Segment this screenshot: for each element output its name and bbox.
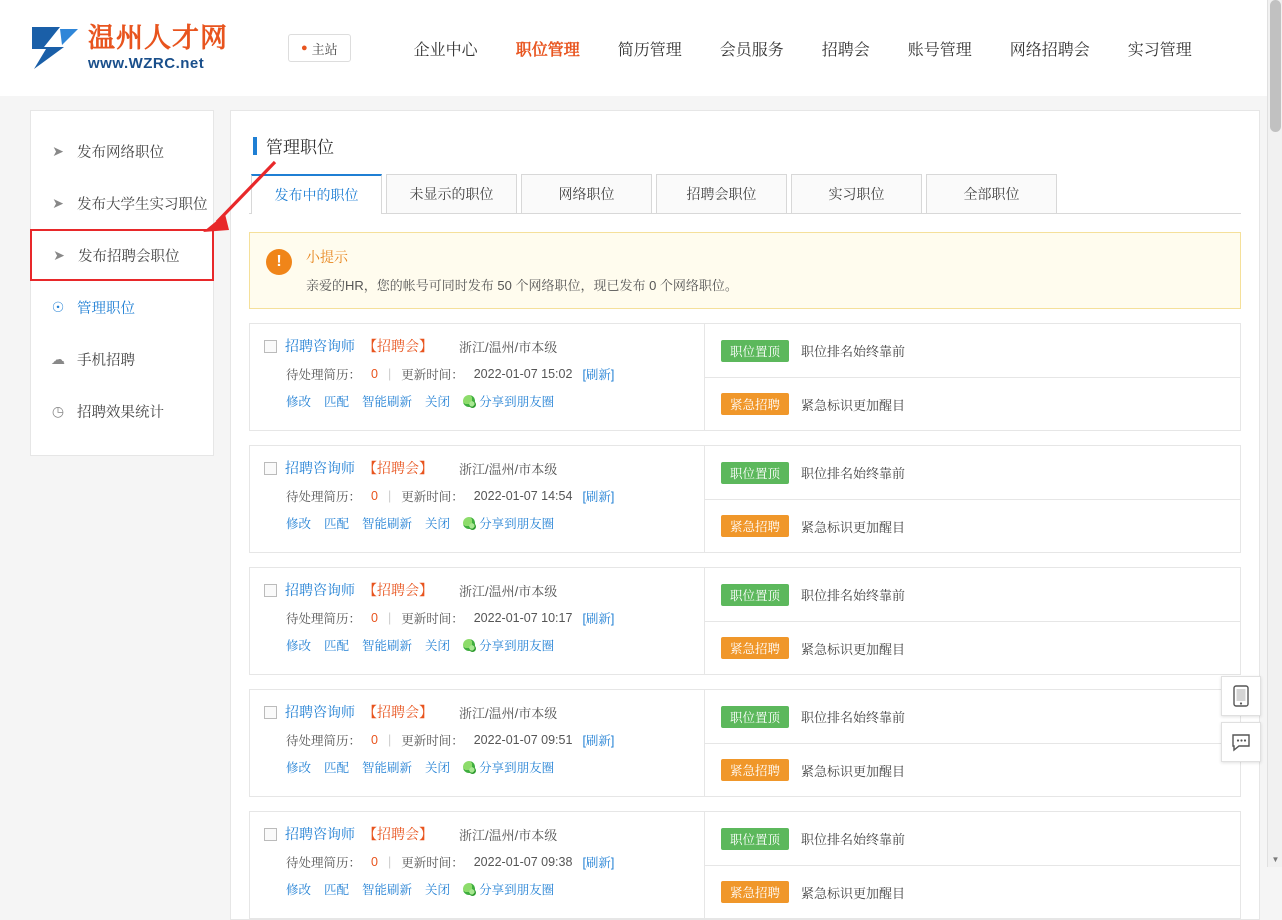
job-actions [286, 514, 692, 532]
sidebar [30, 110, 214, 456]
page-title [249, 129, 1241, 174]
floating-toolbar [1221, 676, 1261, 762]
job-meta-line [286, 731, 692, 749]
share-label: 分享到朋友圈 [479, 761, 555, 775]
scroll-thumb[interactable] [1270, 0, 1281, 132]
nav-item-zhanghaoguanli[interactable]: 账号管理 [907, 41, 972, 59]
promote-urgent-desc: 紧急标识更加醒目 [801, 641, 906, 657]
share-label: 分享到朋友圈 [479, 395, 555, 409]
job-promotions [705, 446, 1240, 552]
job-title-link[interactable]: 招聘咨询师 [285, 460, 355, 476]
sidebar-item-publish-jobfair-job[interactable] [30, 229, 214, 281]
job-actions [286, 758, 692, 776]
promote-top-button[interactable]: 职位置顶 [721, 340, 789, 362]
promote-top-button[interactable]: 职位置顶 [721, 828, 789, 850]
edit-link[interactable]: 修改 [286, 761, 312, 775]
site-selector-label: 主站 [311, 41, 338, 57]
job-location: 浙江/温州/市本级 [459, 461, 558, 477]
share-to-moments-button[interactable] [463, 514, 554, 532]
update-time-value: 2022-01-07 15:02 [473, 367, 573, 381]
wechat-icon [463, 761, 475, 773]
pending-resumes-label: 待处理简历： [286, 368, 362, 382]
meta-divider: | [387, 489, 392, 503]
promote-urgent-desc: 紧急标识更加醒目 [801, 519, 906, 535]
update-time-value: 2022-01-07 09:38 [473, 855, 573, 869]
nav-item-zhaopinhui[interactable]: 招聘会 [821, 41, 870, 59]
send-arrow-icon: ➤ [53, 246, 65, 263]
share-label: 分享到朋友圈 [479, 639, 555, 653]
match-link[interactable]: 匹配 [324, 639, 350, 653]
job-checkbox[interactable] [264, 340, 277, 353]
job-info [250, 568, 705, 674]
match-link[interactable]: 匹配 [324, 395, 350, 409]
close-link[interactable]: 关闭 [425, 761, 451, 775]
main-panel [230, 110, 1260, 920]
promote-urgent-button[interactable]: 紧急招聘 [721, 881, 789, 903]
promote-urgent-button[interactable]: 紧急招聘 [721, 637, 789, 659]
edit-link[interactable]: 修改 [286, 395, 312, 409]
job-title-line [264, 458, 692, 478]
update-time-value: 2022-01-07 14:54 [473, 489, 573, 503]
job-checkbox[interactable] [264, 462, 277, 475]
site-logo[interactable] [30, 23, 240, 73]
update-time-value: 2022-01-07 09:51 [473, 733, 573, 747]
promote-top-desc: 职位排名始终靠前 [801, 466, 906, 481]
update-time-label: 更新时间： [401, 490, 464, 504]
update-time-label: 更新时间： [401, 368, 464, 382]
pending-resumes-label: 待处理简历： [286, 856, 362, 870]
pending-resumes-label: 待处理简历： [286, 612, 362, 626]
match-link[interactable]: 匹配 [324, 883, 350, 897]
folder-icon: ☉ [51, 298, 65, 315]
title-accent-bar [253, 137, 257, 155]
job-row [249, 689, 1241, 797]
job-meta-line [286, 365, 692, 383]
wechat-icon [463, 395, 475, 407]
sidebar-item-manage-jobs[interactable] [31, 281, 213, 333]
logo-title-en: www.WZRC.net [88, 55, 205, 72]
chat-bubble-icon [1231, 733, 1251, 751]
wechat-icon [463, 883, 475, 895]
job-actions [286, 880, 692, 898]
sidebar-item-publish-network-job[interactable] [31, 125, 213, 177]
promotion-urgent-row [705, 499, 1240, 552]
job-row [249, 567, 1241, 675]
promotion-urgent-row [705, 865, 1240, 918]
job-type-tag: 【招聘会】 [363, 704, 433, 720]
sidebar-item-label: 手机招聘 [77, 352, 135, 369]
promotion-urgent-row [705, 377, 1240, 430]
wechat-icon [463, 517, 475, 529]
tab-publishing-jobs[interactable]: 发布中的职位 [251, 174, 382, 214]
cloud-icon: ☁ [51, 350, 65, 367]
job-meta-line [286, 609, 692, 627]
promotion-top-row [705, 446, 1240, 499]
job-meta-line [286, 487, 692, 505]
tab-intern-jobs[interactable]: 实习职位 [791, 174, 922, 213]
sidebar-item-label: 发布网络职位 [77, 144, 164, 161]
main-nav [395, 37, 1211, 60]
nav-item-huiyuanfuwu[interactable]: 会员服务 [719, 41, 784, 59]
job-location: 浙江/温州/市本级 [459, 827, 558, 843]
tip-box [249, 232, 1241, 309]
page-body [0, 96, 1280, 920]
close-link[interactable]: 关闭 [425, 395, 451, 409]
exclamation-icon: ! [266, 249, 292, 275]
location-pin-icon: ● [301, 42, 308, 54]
job-title-link[interactable]: 招聘咨询师 [285, 582, 355, 598]
close-link[interactable]: 关闭 [425, 883, 451, 897]
job-promotions [705, 690, 1240, 796]
promote-top-desc: 职位排名始终靠前 [801, 832, 906, 847]
promotion-top-row [705, 812, 1240, 865]
meta-divider: | [387, 855, 392, 869]
job-checkbox[interactable] [264, 584, 277, 597]
scroll-down-arrow[interactable]: ▼ [1271, 855, 1280, 864]
promote-urgent-desc: 紧急标识更加醒目 [801, 885, 906, 901]
logo-mark-icon [30, 23, 82, 73]
job-title-link[interactable]: 招聘咨询师 [285, 826, 355, 842]
refresh-link[interactable]: [刷新] [582, 734, 615, 748]
pending-resumes-count: 0 [371, 611, 378, 625]
job-info [250, 690, 705, 796]
page-scrollbar[interactable] [1267, 0, 1282, 867]
close-link[interactable]: 关闭 [425, 639, 451, 653]
tab-hidden-jobs[interactable]: 未显示的职位 [386, 174, 517, 213]
job-promotions [705, 568, 1240, 674]
share-to-moments-button[interactable] [463, 758, 554, 776]
job-type-tag: 【招聘会】 [363, 582, 433, 598]
page-title-text: 管理职位 [266, 138, 334, 157]
job-info [250, 812, 705, 918]
job-info [250, 446, 705, 552]
job-row [249, 445, 1241, 553]
job-title-line [264, 824, 692, 844]
meta-divider: | [387, 367, 392, 381]
promote-urgent-desc: 紧急标识更加醒目 [801, 763, 906, 779]
match-link[interactable]: 匹配 [324, 761, 350, 775]
promotion-urgent-row [705, 743, 1240, 796]
match-link[interactable]: 匹配 [324, 517, 350, 531]
pending-resumes-label: 待处理简历： [286, 490, 362, 504]
tab-network-jobs[interactable]: 网络职位 [521, 174, 652, 213]
meta-divider: | [387, 611, 392, 625]
job-row [249, 811, 1241, 919]
smart-refresh-link[interactable]: 智能刷新 [362, 883, 413, 897]
job-checkbox[interactable] [264, 706, 277, 719]
job-type-tag: 【招聘会】 [363, 826, 433, 842]
edit-link[interactable]: 修改 [286, 883, 312, 897]
pending-resumes-count: 0 [371, 855, 378, 869]
smart-refresh-link[interactable]: 智能刷新 [362, 517, 413, 531]
sidebar-item-label: 发布招聘会职位 [78, 248, 180, 265]
promote-top-button[interactable]: 职位置顶 [721, 706, 789, 728]
edit-link[interactable]: 修改 [286, 517, 312, 531]
update-time-value: 2022-01-07 10:17 [473, 611, 573, 625]
close-link[interactable]: 关闭 [425, 517, 451, 531]
smart-refresh-link[interactable]: 智能刷新 [362, 761, 413, 775]
job-title-link[interactable]: 招聘咨询师 [285, 338, 355, 354]
job-info [250, 324, 705, 430]
share-to-moments-button[interactable] [463, 392, 554, 410]
promote-top-desc: 职位排名始终靠前 [801, 588, 906, 603]
refresh-link[interactable]: [刷新] [582, 368, 615, 382]
nav-item-wangluozhaopinhui[interactable]: 网络招聘会 [1009, 41, 1090, 59]
pending-resumes-label: 待处理简历： [286, 734, 362, 748]
tab-jobfair-jobs[interactable]: 招聘会职位 [656, 174, 787, 213]
job-title-link[interactable]: 招聘咨询师 [285, 704, 355, 720]
job-actions [286, 392, 692, 410]
meta-divider: | [387, 733, 392, 747]
smart-refresh-link[interactable]: 智能刷新 [362, 395, 413, 409]
promote-top-button[interactable]: 职位置顶 [721, 584, 789, 606]
nav-item-jianliguanli[interactable]: 简历管理 [617, 41, 682, 59]
job-type-tag: 【招聘会】 [363, 460, 433, 476]
promotion-top-row [705, 690, 1240, 743]
customer-service-button[interactable] [1221, 722, 1261, 762]
share-label: 分享到朋友圈 [479, 883, 555, 897]
promote-urgent-button[interactable]: 紧急招聘 [721, 515, 789, 537]
job-tabs [249, 174, 1241, 214]
job-location: 浙江/温州/市本级 [459, 705, 558, 721]
job-row [249, 323, 1241, 431]
promotion-top-row [705, 568, 1240, 621]
job-title-line [264, 336, 692, 356]
tab-all-jobs[interactable]: 全部职位 [926, 174, 1057, 213]
promote-urgent-button[interactable]: 紧急招聘 [721, 393, 789, 415]
pending-resumes-count: 0 [371, 367, 378, 381]
send-arrow-icon: ➤ [52, 142, 64, 159]
sidebar-item-label: 发布大学生实习职位 [77, 196, 208, 213]
nav-item-shixiguanli[interactable]: 实习管理 [1127, 41, 1192, 59]
promote-top-desc: 职位排名始终靠前 [801, 710, 906, 725]
job-location: 浙江/温州/市本级 [459, 339, 558, 355]
site-selector[interactable] [288, 34, 351, 62]
mobile-phone-icon [1233, 685, 1249, 707]
share-to-moments-button[interactable] [463, 636, 554, 654]
smart-refresh-link[interactable]: 智能刷新 [362, 639, 413, 653]
share-label: 分享到朋友圈 [479, 517, 555, 531]
promotion-top-row [705, 324, 1240, 377]
job-promotions [705, 324, 1240, 430]
update-time-label: 更新时间： [401, 734, 464, 748]
pending-resumes-count: 0 [371, 489, 378, 503]
job-title-line [264, 580, 692, 600]
refresh-link[interactable]: [刷新] [582, 612, 615, 626]
mobile-preview-button[interactable] [1221, 676, 1261, 716]
job-location: 浙江/温州/市本级 [459, 583, 558, 599]
edit-link[interactable]: 修改 [286, 639, 312, 653]
promote-urgent-button[interactable]: 紧急招聘 [721, 759, 789, 781]
nav-item-qiyezhongxin[interactable]: 企业中心 [413, 41, 478, 59]
sidebar-item-label: 管理职位 [77, 300, 135, 317]
tip-text: 亲爱的HR，您的帐号可同时发布 50 个网络职位，现已发布 0 个网络职位。 [306, 278, 738, 293]
sidebar-item-publish-intern-job[interactable] [31, 177, 213, 229]
promotion-urgent-row [705, 621, 1240, 674]
job-checkbox[interactable] [264, 828, 277, 841]
clock-icon: ◷ [51, 402, 65, 419]
sidebar-item-label: 招聘效果统计 [77, 404, 164, 421]
refresh-link[interactable]: [刷新] [582, 856, 615, 870]
wechat-icon [463, 639, 475, 651]
logo-title-cn: 温州人才网 [88, 23, 228, 54]
promote-top-desc: 职位排名始终靠前 [801, 344, 906, 359]
sidebar-item-recruit-stats[interactable] [31, 385, 213, 437]
sidebar-item-mobile-recruit[interactable] [31, 333, 213, 385]
pending-resumes-count: 0 [371, 733, 378, 747]
job-meta-line [286, 853, 692, 871]
job-promotions [705, 812, 1240, 918]
refresh-link[interactable]: [刷新] [582, 490, 615, 504]
promote-urgent-desc: 紧急标识更加醒目 [801, 397, 906, 413]
job-actions [286, 636, 692, 654]
tip-title: 小提示 [306, 249, 348, 265]
site-header [0, 0, 1280, 96]
job-title-line [264, 702, 692, 722]
send-arrow-icon: ➤ [52, 194, 64, 211]
share-to-moments-button[interactable] [463, 880, 554, 898]
update-time-label: 更新时间： [401, 612, 464, 626]
job-type-tag: 【招聘会】 [363, 338, 433, 354]
promote-top-button[interactable]: 职位置顶 [721, 462, 789, 484]
nav-item-zhiweiguanli[interactable]: 职位管理 [515, 41, 580, 59]
update-time-label: 更新时间： [401, 856, 464, 870]
